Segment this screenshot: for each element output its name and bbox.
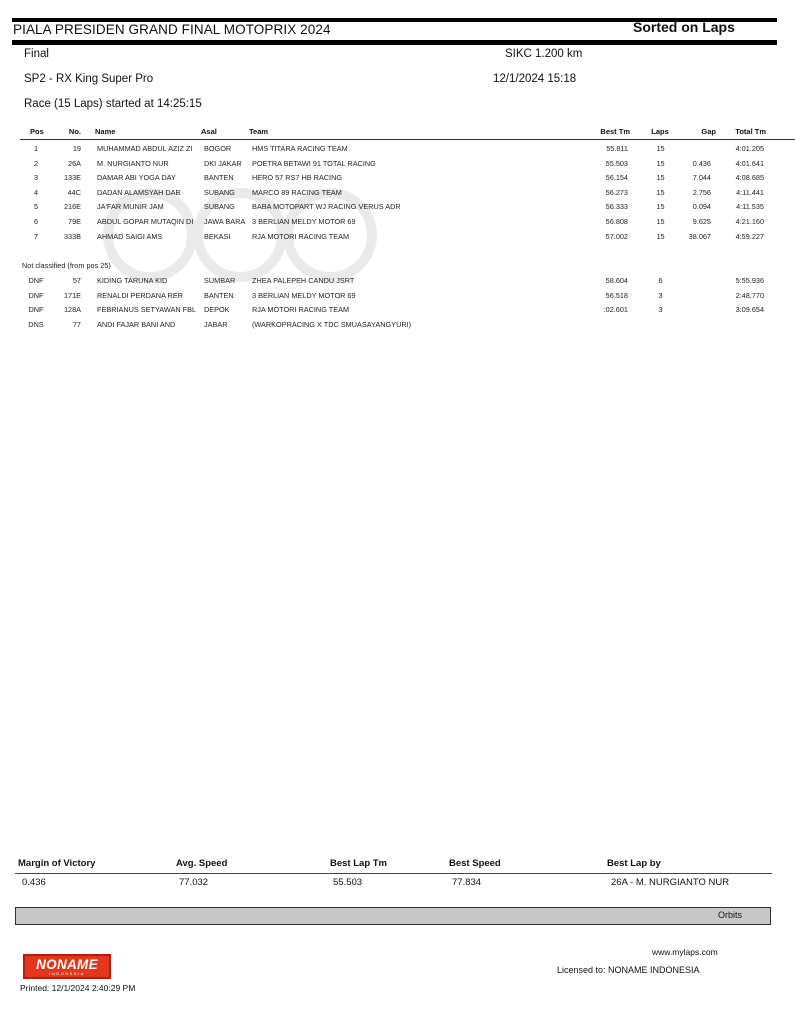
cell-team: HERO 57 RS7 HB RACING xyxy=(252,173,343,183)
cell-best: 56.518 xyxy=(605,290,628,300)
logo-subtext: INDONESIA xyxy=(49,971,85,976)
cell-total: 4:08.685 xyxy=(735,173,764,183)
cell-pos: 6 xyxy=(33,217,39,226)
column-header: No. xyxy=(68,127,81,136)
cell-pos: 5 xyxy=(33,202,39,212)
cell-asal: SUMBAR xyxy=(204,276,236,285)
cell-laps: 15 xyxy=(656,144,665,153)
cell-team: POETRA BETAWI 91 TOTAL RACING xyxy=(252,158,376,168)
noname-logo xyxy=(23,954,111,979)
cell-pos: 7 xyxy=(33,231,39,241)
cell-name: FEBRIANUS SETYAWAN FBL xyxy=(97,305,197,315)
cell-name: ABDUL GOPAR MUTAQIN DI xyxy=(97,217,194,226)
not-classified-label: Not classified (from pos 25) xyxy=(22,261,111,270)
orbits-label: Orbits xyxy=(717,910,742,920)
cell-team: 3 BERLIAN MELDY MOTOR 69 xyxy=(252,290,356,300)
cell-gap: 7.044 xyxy=(692,173,711,183)
cell-asal: SUBANG xyxy=(204,187,235,197)
cell-best: 56.333 xyxy=(605,202,628,212)
cell-laps: 3 xyxy=(658,305,663,315)
cell-total: 4:01.641 xyxy=(735,158,764,168)
cell-name: DADAN ALAMSYAH DAB xyxy=(97,187,181,197)
cell-no: 128A xyxy=(63,305,81,315)
column-header: Asal xyxy=(201,127,217,136)
cell-asal: BEKASI xyxy=(204,231,231,241)
cell-name: MUHAMMAD ABDUL AZIZ ZI xyxy=(97,144,193,153)
cell-best: 55.503 xyxy=(605,158,628,168)
cell-laps: 6 xyxy=(658,276,663,285)
cell-no: 333B xyxy=(63,231,81,241)
cell-gap: 9.625 xyxy=(692,217,711,226)
cell-name: ANDI FAJAR BANI AND xyxy=(97,319,176,329)
cell-best: 56.808 xyxy=(605,217,628,226)
cell-total: 4:21.160 xyxy=(735,217,764,226)
column-header: Name xyxy=(95,127,116,136)
cell-name: AHMAD SAIGI AMS xyxy=(97,231,163,241)
page-title: PIALA PRESIDEN GRAND FINAL MOTOPRIX 2024 xyxy=(13,22,331,37)
cell-no: 79E xyxy=(68,217,81,226)
cell-total: 4:11.441 xyxy=(736,187,764,197)
cell-team: RJA MOTORI RACING TEAM xyxy=(252,231,350,241)
cell-asal: DEPOK xyxy=(204,305,230,315)
summary-value: 77.834 xyxy=(452,877,482,888)
cell-pos: 4 xyxy=(33,187,39,197)
cell-laps: 15 xyxy=(656,158,665,168)
site-url: www.mylaps.com xyxy=(652,947,718,957)
cell-asal: BANTEN xyxy=(204,290,234,300)
sort-label: Sorted on Laps xyxy=(633,19,735,35)
cell-no: 26A xyxy=(68,158,81,168)
logo-text: NONAME xyxy=(36,957,98,972)
cell-gap: 38.067 xyxy=(688,231,711,241)
session-label: Final xyxy=(24,48,49,60)
cell-team: HMS TITARA RACING TEAM xyxy=(252,144,348,153)
summary-value: 55.503 xyxy=(333,877,363,888)
printed-timestamp: Printed: 12/1/2024 2:40:29 PM xyxy=(20,983,136,993)
cell-total: 3:09.654 xyxy=(735,305,764,315)
cell-team: BABA MOTOPART WJ RACING VERUS ADR xyxy=(252,202,401,212)
cell-no: 57 xyxy=(72,276,81,285)
cell-team: (WARKOPRACING X TDC SMUASAYANGYURI) xyxy=(252,319,412,329)
column-header: Team xyxy=(249,127,269,136)
cell-asal: JAWA BARA xyxy=(204,217,246,226)
datetime-label: 12/1/2024 15:18 xyxy=(493,73,577,85)
summary-label: Best Lap Tm xyxy=(330,858,388,869)
licensed-to: Licensed to: NONAME INDONESIA xyxy=(557,965,700,975)
orbits-bar xyxy=(15,907,771,925)
header-divider xyxy=(20,139,795,140)
cell-pos: 3 xyxy=(33,173,39,183)
cell-team: MARCO 89 RACING TEAM xyxy=(252,187,342,197)
cell-pos: DNF xyxy=(28,290,44,300)
cell-no: 216E xyxy=(63,202,81,212)
cell-best: :02.601 xyxy=(603,305,628,315)
cell-laps: 15 xyxy=(656,217,665,226)
cell-laps: 15 xyxy=(656,173,665,183)
column-header: Best Tm xyxy=(600,127,630,136)
cell-team: RJA MOTORI RACING TEAM xyxy=(252,305,350,315)
cell-asal: SUBANG xyxy=(204,202,235,212)
cell-total: 4:59.227 xyxy=(735,231,764,241)
cell-pos: DNS xyxy=(28,319,44,329)
cell-best: 56.273 xyxy=(605,187,628,197)
cell-total: 2:48.770 xyxy=(735,290,764,300)
race-label: Race (15 Laps) started at 14:25:15 xyxy=(24,98,202,110)
summary-label: Avg. Speed xyxy=(176,858,228,869)
cell-team: 3 BERLIAN MELDY MOTOR 69 xyxy=(252,217,356,226)
cell-name: RENALDI PERDANA RER xyxy=(97,290,183,300)
cell-asal: BANTEN xyxy=(204,173,234,183)
cell-team: ZHEA PALEPEH CANDU JSRT xyxy=(252,276,355,285)
cell-total: 5:55.936 xyxy=(735,276,764,285)
track-label: SIKC 1.200 km xyxy=(505,48,583,60)
cell-pos: DNF xyxy=(28,276,44,285)
header-rule xyxy=(12,40,777,45)
summary-label: Best Lap by xyxy=(607,858,661,869)
cell-no: 77 xyxy=(72,319,81,329)
cell-pos: DNF xyxy=(28,305,44,315)
cell-name: M. NURGIANTO NUR xyxy=(97,158,169,168)
cell-pos: 2 xyxy=(33,158,39,168)
column-header: Gap xyxy=(701,127,716,136)
cell-total: 4:11.535 xyxy=(736,202,764,212)
summary-divider xyxy=(15,873,772,874)
class-label: SP2 - RX King Super Pro xyxy=(24,73,154,85)
cell-best: 58.604 xyxy=(605,276,628,285)
cell-no: 44C xyxy=(67,187,81,197)
cell-laps: 15 xyxy=(656,187,665,197)
cell-best: 55.811 xyxy=(606,144,628,153)
cell-gap: 2.756 xyxy=(692,187,711,197)
cell-name: JA'FAR MUNIR JAM xyxy=(97,202,164,212)
summary-value: 26A - M. NURGIANTO NUR xyxy=(611,877,730,888)
column-header: Pos xyxy=(30,127,44,136)
cell-laps: 15 xyxy=(656,202,665,212)
summary-label: Best Speed xyxy=(449,858,501,869)
cell-asal: DKI JAKAR xyxy=(204,158,242,168)
cell-no: 133E xyxy=(63,173,81,183)
summary-value: 77.032 xyxy=(179,877,209,888)
column-header: Total Tm xyxy=(735,127,766,136)
cell-total: 4:01.205 xyxy=(735,144,764,153)
cell-no: 19 xyxy=(72,144,81,153)
cell-pos: 1 xyxy=(33,144,39,153)
cell-name: DAMAR ABI YOGA DAY xyxy=(97,173,176,183)
cell-gap: 0.436 xyxy=(692,158,711,168)
cell-asal: JABAR xyxy=(204,319,228,329)
cell-best: 57.002 xyxy=(605,231,628,241)
summary-value: 0.436 xyxy=(22,877,46,888)
cell-laps: 15 xyxy=(656,231,665,241)
cell-laps: 3 xyxy=(658,290,663,300)
cell-name: KIDING TARUNA KID xyxy=(97,276,168,285)
cell-asal: BOGOR xyxy=(204,144,232,153)
cell-gap: 0.094 xyxy=(692,202,711,212)
cell-best: 56.154 xyxy=(605,173,628,183)
summary-label: Margin of Victory xyxy=(18,858,96,869)
column-header: Laps xyxy=(651,127,669,136)
cell-no: 171E xyxy=(63,290,81,300)
